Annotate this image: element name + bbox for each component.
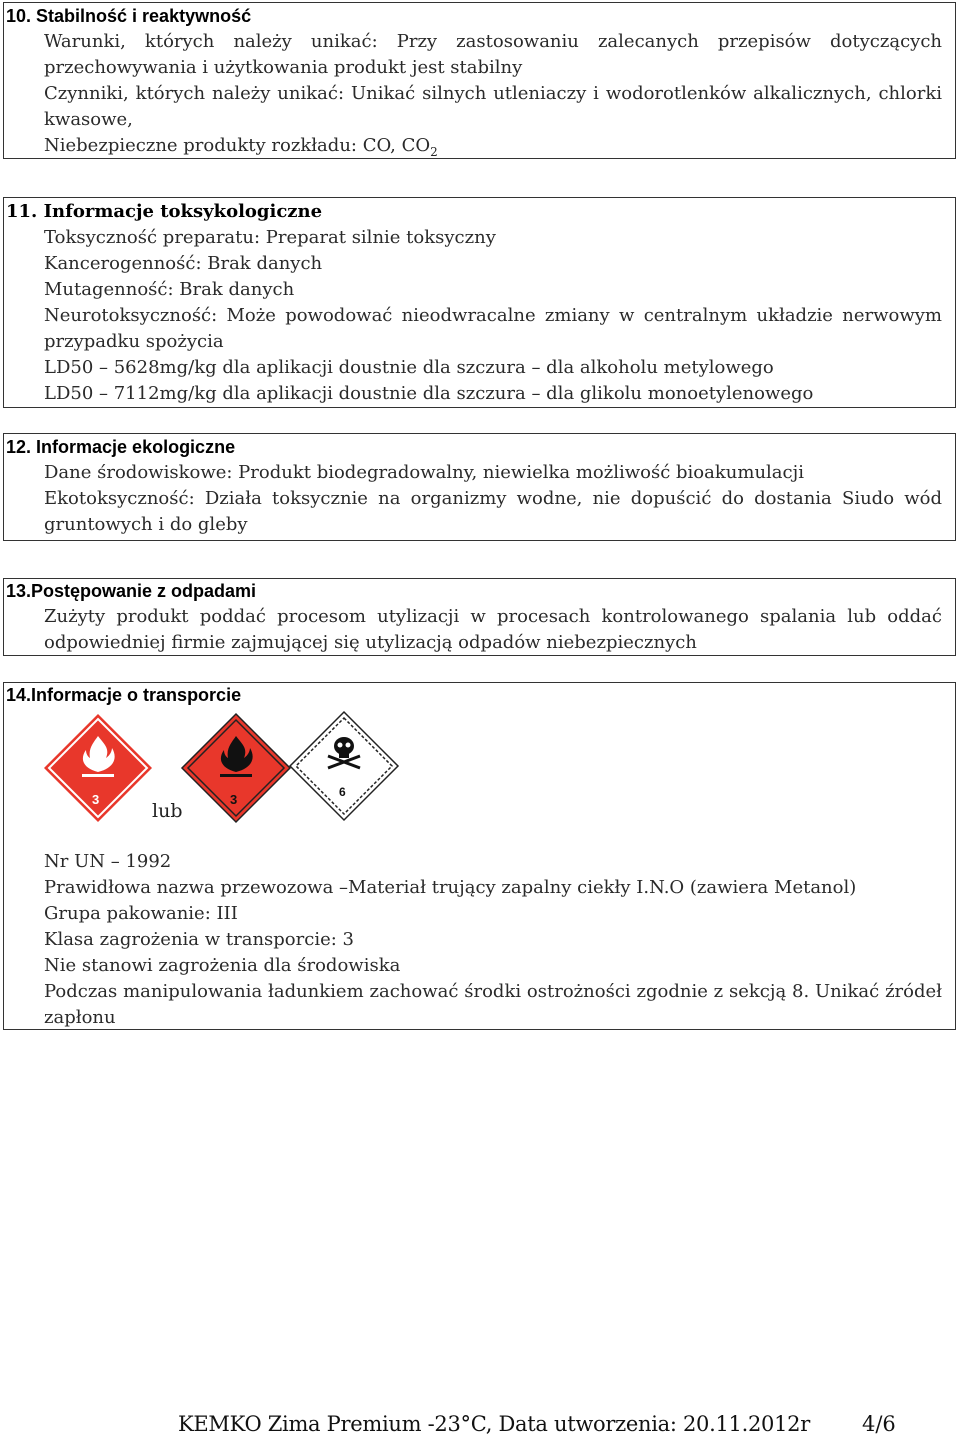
page-number: 4/6 xyxy=(862,1412,896,1436)
s12-line-3: gruntowych i do gleby xyxy=(44,514,248,535)
section-14-title: 14.Informacje o transporcie xyxy=(6,685,242,705)
s11-line-6: LD50 – 5628mg/kg dla aplikacji doustnie dla szczura – dla alkoholu metylowego xyxy=(44,357,774,378)
section-13-title: 13.Postępowanie z odpadami xyxy=(6,581,257,601)
footer-text: KEMKO Zima Premium -23°C, Data utworzenia: 20.11.2012r xyxy=(178,1412,810,1436)
s10-line-2: przechowywania i użytkowania produkt jest stabilny xyxy=(44,57,523,78)
s12-line-1: Dane środowiskowe: Produkt biodegradowalny, niewielka możliwość bioakumulacji xyxy=(44,462,804,483)
s11-line-4: Neurotoksyczność: Może powodować nieodwracalne zmiany w centralnym układzie nerwowym xyxy=(44,305,942,326)
flammable-pictogram-icon xyxy=(42,712,154,824)
s11-line-3: Mutagenność: Brak danych xyxy=(44,279,295,300)
section-12-title: 12. Informacje ekologiczne xyxy=(6,437,236,457)
s11-line-2: Kancerogenność: Brak danych xyxy=(44,253,323,274)
s14-line-3: Grupa pakowanie: III xyxy=(44,903,238,924)
s14-line-4: Klasa zagrożenia w transporcie: 3 xyxy=(44,929,354,950)
s11-line-7: LD50 – 7112mg/kg dla aplikacji doustnie dla szczura – dla glikolu monoetylenowego xyxy=(44,383,814,404)
section-11-title: 11. Informacje toksykologiczne xyxy=(6,201,323,222)
flammable-pictogram-icon-2 xyxy=(180,712,292,824)
pict2-class-number: 3 xyxy=(230,792,238,807)
s10-line-1: Warunki, których należy unikać: Przy zastosowaniu zalecanych przepisów dotyczących xyxy=(44,31,942,52)
s10-line-3: Czynniki, których należy unikać: Unikać silnych utleniaczy i wodorotlenków alkalicznych, chlorki xyxy=(44,83,942,104)
s12-line-2: Ekotoksyczność: Działa toksycznie na organizmy wodne, nie dopuścić do dostania Siudo wód xyxy=(44,488,942,509)
s13-line-1: Zużyty produkt poddać procesom utylizacji w procesach kontrolowanego spalania lub oddać xyxy=(44,606,942,627)
s14-line-2: Prawidłowa nazwa przewozowa –Materiał trujący zapalny ciekły I.N.O (zawiera Metanol) xyxy=(44,877,857,898)
s10-line-5-text: Niebezpieczne produkty rozkładu: CO, CO xyxy=(44,135,431,156)
s11-line-5: przypadku spożycia xyxy=(44,331,224,352)
or-label: lub xyxy=(152,800,183,822)
pict1-class-number: 3 xyxy=(92,792,100,807)
s10-line-5-subscript: 2 xyxy=(430,145,438,159)
s13-line-2: odpowiedniej firmie zajmującej się utylizacją odpadów niebezpiecznych xyxy=(44,632,697,653)
pict3-class-number: 6 xyxy=(339,785,346,799)
toxic-skull-pictogram-icon xyxy=(288,710,400,822)
s14-line-1: Nr UN – 1992 xyxy=(44,851,172,872)
section-10-title: 10. Stabilność i reaktywność xyxy=(6,6,252,26)
s14-line-6: Podczas manipulowania ładunkiem zachować środki ostrożności zgodnie z sekcją 8. Unikać źródeł xyxy=(44,981,942,1002)
s14-line-7: zapłonu xyxy=(44,1007,116,1028)
s11-line-1: Toksyczność preparatu: Preparat silnie toksyczny xyxy=(44,227,496,248)
s14-line-5: Nie stanowi zagrożenia dla środowiska xyxy=(44,955,401,976)
s10-line-4: kwasowe, xyxy=(44,109,133,130)
s10-line-5 xyxy=(44,135,438,158)
